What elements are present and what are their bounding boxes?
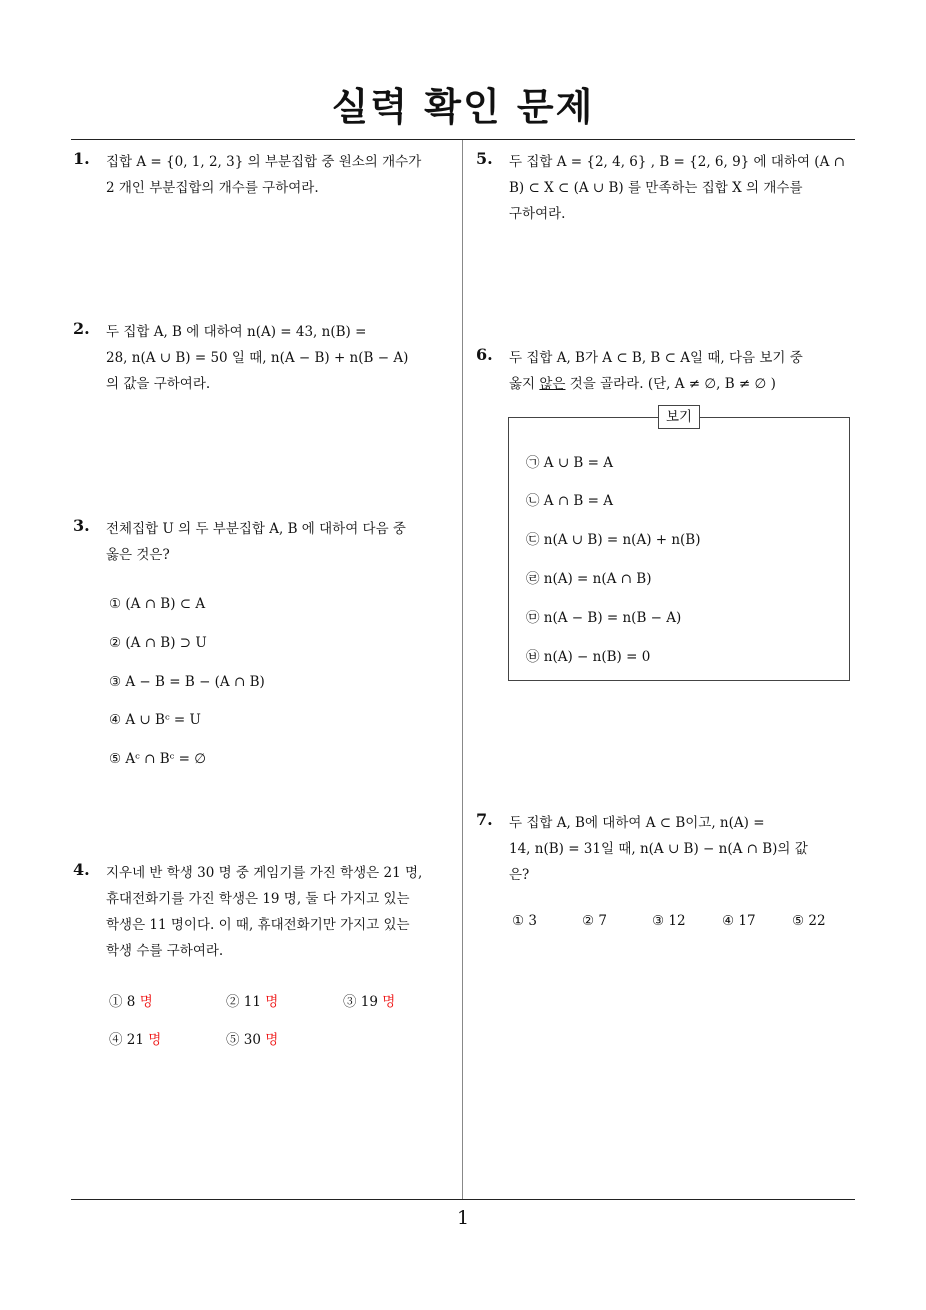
header-rule: [71, 139, 855, 140]
problem-number: 2.: [73, 319, 90, 338]
choice-unit: 명: [265, 1032, 279, 1048]
choice-label: ② 11: [226, 994, 261, 1010]
bogi-label: 보기: [658, 405, 700, 429]
text-segment: 옳지: [509, 376, 540, 392]
choice-5[interactable]: ⑤ 22: [792, 913, 826, 929]
underlined-word: 않은: [539, 376, 566, 392]
text-segment: 것을 골라라. (단, A ≠ ∅, B ≠ ∅ ): [565, 376, 776, 392]
choice-1[interactable]: ① 3: [512, 913, 537, 929]
problem-text-line: 두 집합 A = {2, 4, 6} , B = {2, 6, 9} 에 대하여 (A ∩: [509, 154, 845, 170]
choice-2[interactable]: [226, 990, 278, 1010]
choice-4[interactable]: ④ A ∪ Bᶜ = U: [109, 712, 201, 728]
problem-number: 7.: [476, 810, 493, 829]
choice-3[interactable]: [343, 990, 395, 1010]
choice-4[interactable]: [109, 1028, 161, 1048]
choice-3[interactable]: ③ A − B = B − (A ∩ B): [109, 674, 265, 690]
choice-4[interactable]: ④ 17: [722, 913, 756, 929]
problem-text-line: 2 개인 부분집합의 개수를 구하여라.: [106, 180, 319, 196]
problem-text-line: 지우네 반 학생 30 명 중 게임기를 가진 학생은 21 명,: [106, 865, 423, 881]
problem-text-line: 14, n(B) = 31일 때, n(A ∪ B) − n(A ∩ B)의 값: [509, 841, 808, 857]
problem-number: 3.: [73, 516, 90, 535]
bogi-item: ㉠ A ∪ B = A: [526, 455, 613, 471]
choice-unit: 명: [139, 994, 153, 1010]
problem-text-line: 전체집합 U 의 두 부분집합 A, B 에 대하여 다음 중: [106, 521, 406, 537]
page-number: 1: [456, 1207, 470, 1229]
choice-2[interactable]: ② (A ∩ B) ⊃ U: [109, 635, 207, 651]
bogi-item: ㉤ n(A − B) = n(B − A): [526, 610, 682, 626]
problem-text-line: 집합 A = {0, 1, 2, 3} 의 부분집합 중 원소의 개수가: [106, 154, 422, 170]
problem-text-line: 의 값을 구하여라.: [106, 376, 211, 392]
problem-text-line: 구하여라.: [509, 206, 566, 222]
bogi-item: ㉣ n(A) = n(A ∩ B): [526, 571, 652, 587]
problem-text-line: B) ⊂ X ⊂ (A ∪ B) 를 만족하는 집합 X 의 개수를: [509, 180, 803, 196]
choice-unit: 명: [148, 1032, 162, 1048]
problem-number: 1.: [73, 149, 90, 168]
problem-text-line: [509, 371, 858, 397]
page-title: 실력 확인 문제: [331, 85, 595, 129]
bogi-item: ㉥ n(A) − n(B) = 0: [526, 649, 651, 665]
problem-number: 4.: [73, 860, 90, 879]
choice-unit: 명: [265, 994, 279, 1010]
problem-text-line: 학생 수를 구하여라.: [106, 943, 224, 959]
choice-unit: 명: [382, 994, 396, 1010]
choice-label: ④ 21: [109, 1032, 144, 1048]
problem-text-line: 휴대전화기를 가진 학생은 19 명, 둘 다 가지고 있는: [106, 891, 410, 907]
choice-5[interactable]: ⑤ Aᶜ ∩ Bᶜ = ∅: [109, 751, 206, 767]
choice-label: ③ 19: [343, 994, 378, 1010]
column-divider: [462, 140, 463, 1200]
problem-text-line: 28, n(A ∪ B) = 50 일 때, n(A − B) + n(B − A): [106, 350, 409, 366]
bogi-item: ㉡ A ∩ B = A: [526, 493, 613, 509]
choice-label: ⑤ 30: [226, 1032, 261, 1048]
choice-5[interactable]: [226, 1028, 278, 1048]
problem-number: 6.: [476, 345, 493, 364]
choice-label: ① 8: [109, 994, 136, 1010]
choice-1[interactable]: ① (A ∩ B) ⊂ A: [109, 596, 206, 612]
footer-rule: [71, 1199, 855, 1200]
problem-text-line: 은?: [509, 867, 530, 883]
choice-2[interactable]: ② 7: [582, 913, 607, 929]
choice-3[interactable]: ③ 12: [652, 913, 686, 929]
problem-text-line: 옳은 것은?: [106, 547, 170, 563]
problem-text-line: 두 집합 A, B가 A ⊂ B, B ⊂ A일 때, 다음 보기 중: [509, 350, 803, 366]
problem-text-line: 두 집합 A, B 에 대하여 n(A) = 43, n(B) =: [106, 324, 367, 340]
problem-number: 5.: [476, 149, 493, 168]
bogi-item: ㉢ n(A ∪ B) = n(A) + n(B): [526, 532, 701, 548]
problem-text-line: 학생은 11 명이다. 이 때, 휴대전화기만 가지고 있는: [106, 917, 410, 933]
choice-1[interactable]: [109, 990, 153, 1010]
problem-text-line: 두 집합 A, B에 대하여 A ⊂ B이고, n(A) =: [509, 815, 765, 831]
